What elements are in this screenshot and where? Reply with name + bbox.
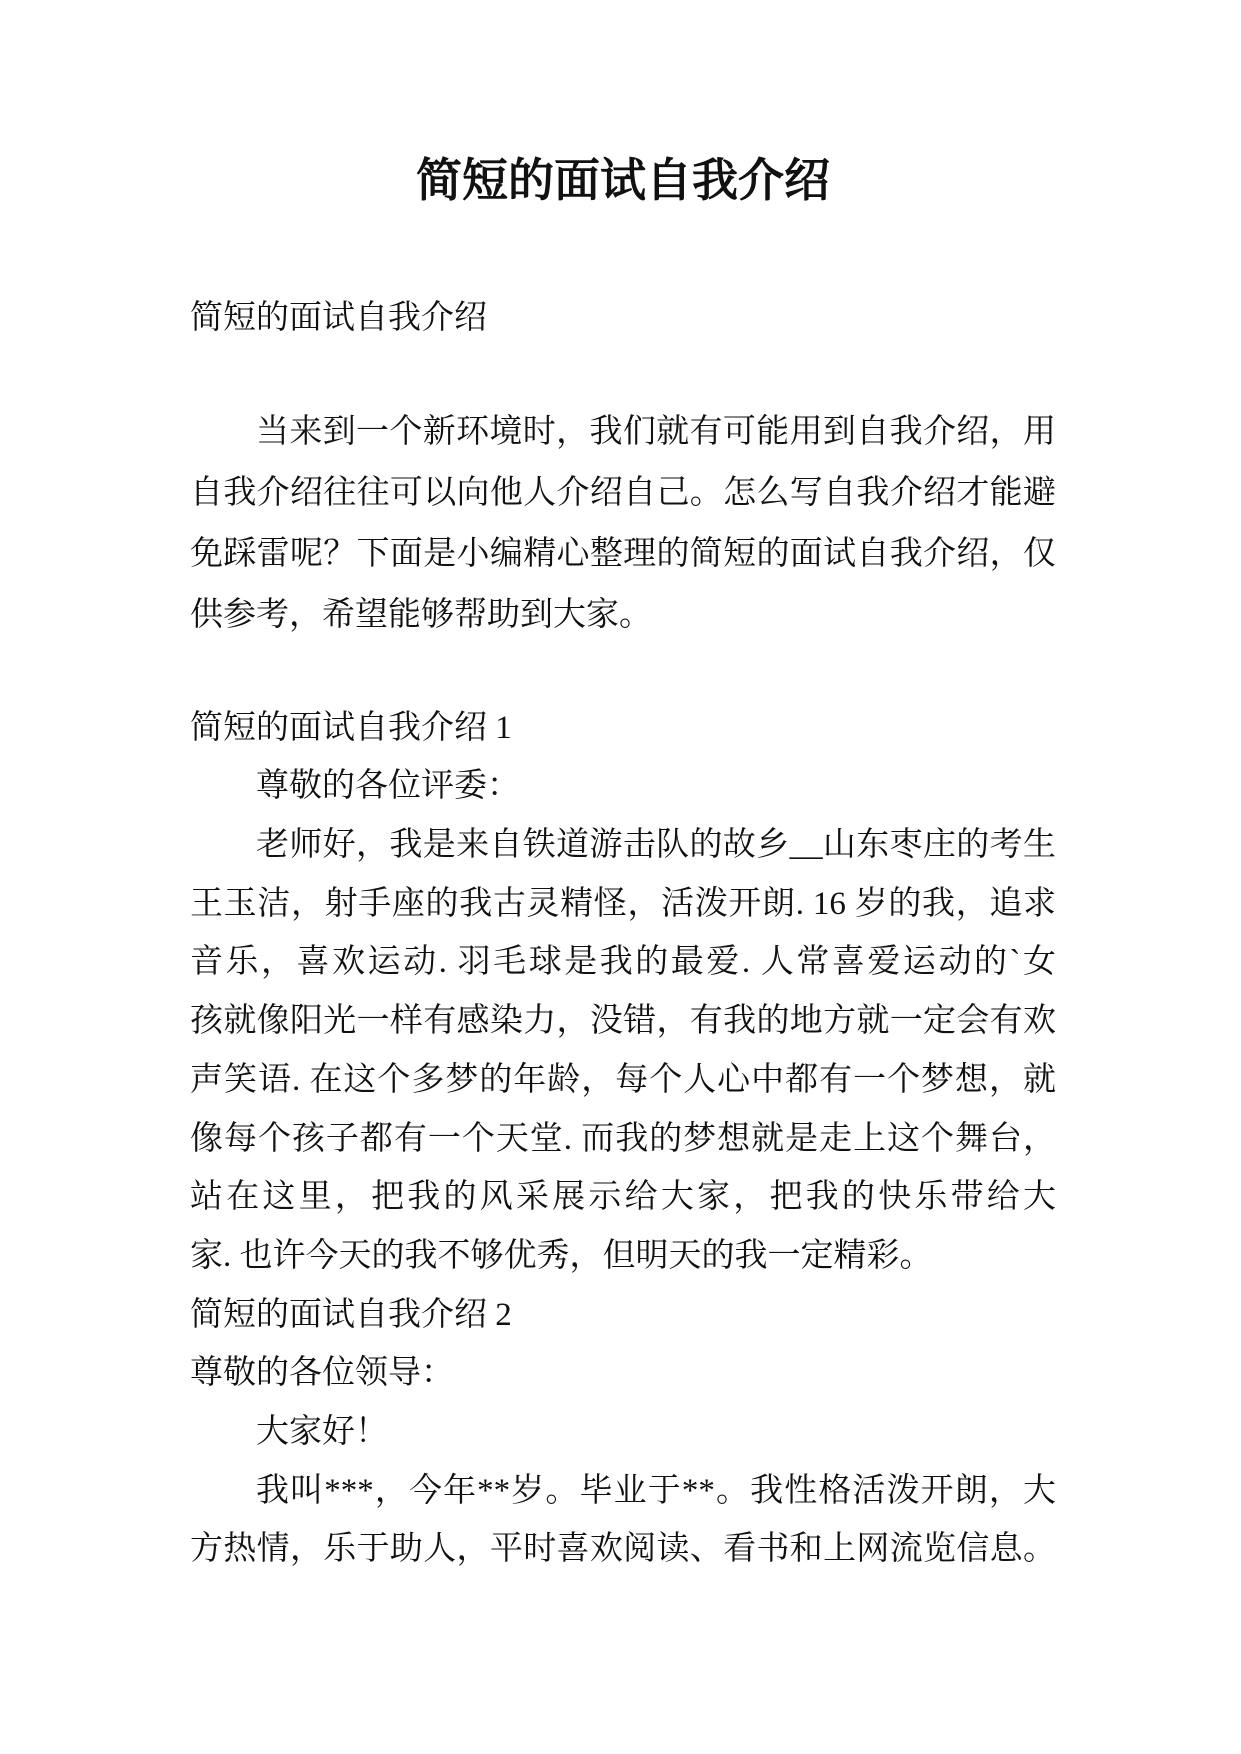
document-body xyxy=(190,0,1056,1579)
section-1 xyxy=(190,699,1056,1286)
paragraph-line: 孩就像阳光一样有感染力，没错，有我的地方就一定会有欢 xyxy=(190,1003,1056,1040)
paragraph-line: 免踩雷呢？下面是小编精心整理的简短的面试自我介绍，仅 xyxy=(190,535,1056,572)
paragraph-line: 当来到一个新环境时，我们就有可能用到自我介绍，用 xyxy=(256,413,1056,450)
paragraph-line: 尊敬的各位领导： xyxy=(190,1355,454,1392)
paragraph-line: 音乐，喜欢运动. 羽毛球是我的最爱. 人常喜爱运动的`女 xyxy=(190,944,1056,981)
paragraph-line: 像每个孩子都有一个天堂. 而我的梦想就是走上这个舞台， xyxy=(190,1120,1056,1157)
greeting-paragraph xyxy=(190,1403,1056,1462)
paragraph-line: 站在这里，把我的风采展示给大家，把我的快乐带给大 xyxy=(190,1179,1056,1216)
paragraph-line: 方热情，乐于助人，平时喜欢阅读、看书和上网流览信息。 xyxy=(190,1531,1056,1568)
document-subtitle: 简短的面试自我介绍 xyxy=(190,300,487,336)
section-heading: 简短的面试自我介绍 2 xyxy=(190,1296,512,1333)
section-2 xyxy=(190,1286,1056,1579)
paragraph-line: 我叫***，今年**岁。毕业于**。我性格活泼开朗，大 xyxy=(256,1472,1056,1509)
body-paragraph xyxy=(190,1462,1056,1579)
paragraph-line: 尊敬的各位评委： xyxy=(256,768,520,805)
paragraph-line: 家. 也许今天的我不够优秀，但明天的我一定精彩。 xyxy=(190,1237,933,1274)
salutation-paragraph xyxy=(190,757,1056,816)
paragraph-line: 王玉洁，射手座的我古灵精怪，活泼开朗. 16 岁的我，追求 xyxy=(190,885,1056,922)
salutation-paragraph xyxy=(190,1344,1056,1403)
section-heading: 简短的面试自我介绍 1 xyxy=(190,709,512,746)
body-paragraph xyxy=(190,816,1056,1286)
paragraph-line: 声笑语. 在这个多梦的年龄，每个人心中都有一个梦想，就 xyxy=(190,1061,1056,1098)
paragraph-line: 供参考，希望能够帮助到大家。 xyxy=(190,596,652,633)
document-title: 简短的面试自我介绍 xyxy=(416,155,830,206)
paragraph-line: 大家好！ xyxy=(256,1413,388,1450)
intro-paragraph xyxy=(190,402,1056,646)
paragraph-line: 老师好，我是来自铁道游击队的故乡__山东枣庄的考生 xyxy=(256,827,1056,864)
paragraph-line: 自我介绍往往可以向他人介绍自己。怎么写自我介绍才能避 xyxy=(190,474,1056,511)
